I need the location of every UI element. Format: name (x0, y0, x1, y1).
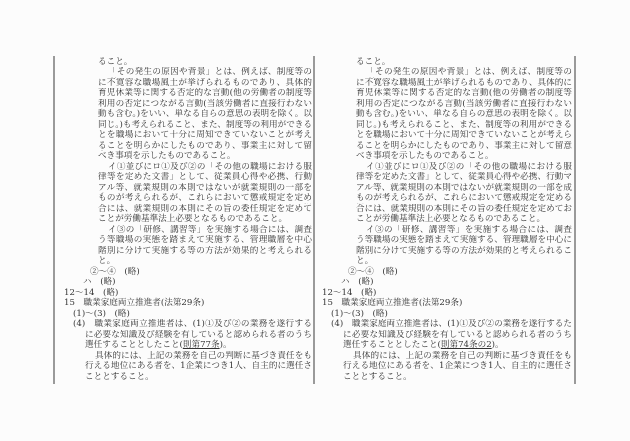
text-line (343, 330, 572, 341)
text-segment: とを職場において十分に周知できていないことが考え (98, 130, 312, 140)
text-segment: 行える地位にある者を、1企業につき1人、自主的に選任さ (343, 361, 572, 371)
text-segment: 「その発生の原因や背景」とは、例えば、制度等の (366, 67, 572, 77)
text-segment: (1)〜(3) (略) (331, 308, 388, 319)
text-segment: 同じ。)も考えられること、また、制度等の利用ができる (356, 119, 572, 130)
right-column (322, 0, 572, 441)
text-segment: アル等、就業規則の本則ではないが就業規則の一部を成 (356, 182, 572, 193)
text-segment: こととすること。 (85, 371, 154, 382)
text-line (73, 319, 312, 330)
text-segment: 具体的には、上記の業務を自己の判断に基づき責任をも (353, 350, 572, 361)
text-line (366, 67, 572, 78)
left-margin-rule (53, 56, 55, 384)
text-segment: (1)〜(3) (略) (73, 308, 130, 319)
text-line (98, 193, 312, 204)
text-segment: )。 (219, 340, 232, 350)
center-margin-rule (313, 56, 315, 384)
text-segment: 利用の否定につながる言動(当該労働者に直接行わない (98, 98, 312, 109)
text-line (366, 225, 572, 236)
text-segment: イ①並びにロ①及び②の「その他の職場における服 (366, 161, 572, 172)
text-segment: う等職場の実態を踏まえて実施する、管理職層を中心 (98, 235, 312, 245)
text-segment: 選任することとしたこと( (343, 340, 441, 350)
text-segment: 律等を定めた文書」として、従業員心得や必携、行動マ (356, 172, 572, 182)
text-segment: (4) 職業家庭両立推進者は、(1)①及び②の業務を遂行するた (331, 319, 572, 329)
text-line (343, 361, 572, 372)
text-line (98, 204, 312, 215)
text-segment: 育児休業等に関する否定的な言動(他の労働者の制度等 (98, 88, 312, 98)
text-line (356, 99, 572, 110)
text-line (98, 246, 312, 257)
text-line (341, 277, 374, 288)
text-line (98, 235, 312, 246)
text-line (83, 277, 116, 288)
text-line (98, 172, 312, 183)
text-segment: (4) 職業家庭両立推進者は、(1)①及び②の業務を遂行する (73, 319, 312, 329)
text-line (85, 330, 312, 341)
text-line (98, 141, 312, 152)
text-segment: に必要な知識及び経験を有していると認められる者のうち (343, 329, 572, 340)
text-line (98, 120, 312, 131)
text-segment: 同じ。)も考えられること、また、制度等の利用ができる (98, 119, 312, 130)
text-line (356, 120, 572, 131)
text-line (356, 109, 572, 120)
text-line (85, 340, 232, 351)
text-segment: 動も含む。)をいい、単なる自らの意思の表明を除く。以 (356, 109, 572, 119)
text-line (356, 246, 572, 257)
text-segment: 12〜14 (略) (64, 287, 119, 298)
text-line (98, 57, 132, 68)
text-line (356, 151, 494, 162)
regulation-reference: 則第74条の2 (440, 340, 492, 350)
text-segment: ②〜④ (略) (348, 266, 398, 277)
text-line (356, 130, 572, 141)
text-segment: ハ (略) (83, 277, 116, 287)
text-segment: 行える地位にある者を、1企業につき1人、自主的に選任さ (85, 361, 312, 371)
text-line (343, 372, 412, 383)
text-segment: 12〜14 (略) (322, 287, 377, 298)
text-segment: ものが考えられるが、これらにおいて懲戒規定を定め (98, 193, 312, 203)
text-line (356, 235, 572, 246)
text-segment: 動も含む。)をいい、単なる自らの意思の表明を除く。以 (98, 109, 312, 119)
text-line (356, 172, 572, 183)
text-line (356, 183, 572, 194)
text-line (343, 340, 504, 351)
text-segment: べき事項を示したものであること。 (98, 151, 236, 161)
text-segment: ことが労働基準法上必要となるものであること。 (356, 214, 546, 224)
text-line (356, 88, 572, 99)
text-segment: 利用の否定につながる言動(当該労働者に直接行わない (356, 98, 572, 109)
text-line (90, 267, 140, 278)
text-segment: イ①並びにロ①及び②の「その他の職場における服 (108, 161, 312, 172)
text-line (85, 361, 312, 372)
text-segment: 具体的には、上記の業務を自己の判断に基づき責任をも (95, 350, 312, 361)
text-line (98, 183, 312, 194)
text-segment: 育児休業等に関する否定的な言動(他の労働者の制度等 (356, 88, 572, 98)
text-line (98, 78, 312, 89)
text-line (322, 298, 462, 309)
text-line (85, 372, 154, 383)
text-line (356, 57, 390, 68)
text-segment: 階別に分けて実施する等の方法が効果的と考えられる (98, 245, 312, 256)
text-line (356, 214, 545, 225)
text-segment: に不寛容な職場風土が挙げられるものであり、具体的 (98, 77, 312, 88)
text-segment: ことが労働基準法上必要となるものであること。 (98, 214, 288, 224)
text-segment: ること。 (98, 56, 133, 67)
text-segment: う等職場の実態を踏まえて実施する、管理職層を中心に (356, 235, 572, 245)
text-line (64, 288, 118, 299)
left-column (64, 0, 312, 441)
text-line (353, 351, 572, 362)
text-line (108, 67, 312, 78)
text-segment: イ③の「研修、講習等」を実施する場合には、調査 (108, 224, 312, 235)
text-line (98, 214, 287, 225)
text-line (108, 225, 312, 236)
text-segment: べき事項を示したものであること。 (356, 151, 494, 161)
right-margin-rule (574, 56, 576, 384)
text-line (331, 309, 388, 320)
text-segment: 15 職業家庭両立推進者(法第29条) (322, 298, 463, 308)
text-segment: 「その発生の原因や背景」とは、例えば、制度等の (108, 67, 312, 77)
text-line (98, 109, 312, 120)
text-segment: 15 職業家庭両立推進者(法第29条) (64, 298, 205, 308)
text-line (356, 256, 373, 267)
text-line (98, 151, 236, 162)
text-line (331, 319, 572, 330)
text-line (73, 309, 130, 320)
text-segment: 律等を定めた文書」として、従業員心得や必携、行動 (98, 172, 312, 182)
text-segment: ることを明らかにしたものであり、事業主に対して留意 (356, 140, 572, 151)
text-segment: に必要な知識及び経験を有していると認められる者のうち (85, 329, 312, 340)
text-line (98, 130, 312, 141)
text-segment: 階別に分けて実施する等の方法が効果的と考えられるこ (356, 245, 572, 256)
text-segment: イ③の「研修、講習等」を実施する場合には、調査 (366, 224, 572, 235)
text-line (98, 99, 312, 110)
text-line (95, 351, 312, 362)
text-segment: ること。 (356, 56, 391, 67)
text-line (64, 298, 204, 309)
text-line (348, 267, 398, 278)
text-line (322, 288, 376, 299)
text-line (356, 204, 572, 215)
text-segment: と。 (356, 256, 374, 266)
text-segment: に不寛容な職場風土が挙げられるものであり、具体的に (356, 77, 572, 88)
text-segment: ものが考えられるが、これらにおいて懲戒規定を定める (356, 193, 572, 203)
text-segment: とを職場において十分に周知できていないことが考えら (356, 130, 572, 140)
text-segment: ②〜④ (略) (90, 266, 140, 277)
text-line (356, 141, 572, 152)
text-segment: ることを明らかにしたものであり、事業主に対して留 (98, 140, 312, 151)
text-segment: 合には、就業規則の本則にその旨の委任規定を定めて (98, 203, 312, 214)
text-line (356, 193, 572, 204)
text-segment: アル等、就業規則の本則ではないが就業規則の一部を (98, 182, 312, 193)
text-segment: 選任することとしたこと( (85, 340, 183, 350)
text-line (98, 88, 312, 99)
text-line (356, 78, 572, 89)
text-segment: 合には、就業規則の本則にその旨の委任規定を定めてお (356, 203, 572, 214)
text-line (108, 162, 312, 173)
text-line (366, 162, 572, 173)
text-segment: と。 (98, 256, 116, 266)
text-line (98, 256, 115, 267)
regulation-reference: 則第77条 (182, 340, 220, 350)
text-segment: ハ (略) (341, 277, 374, 287)
text-segment: )。 (491, 340, 504, 350)
text-segment: こととすること。 (343, 371, 412, 382)
